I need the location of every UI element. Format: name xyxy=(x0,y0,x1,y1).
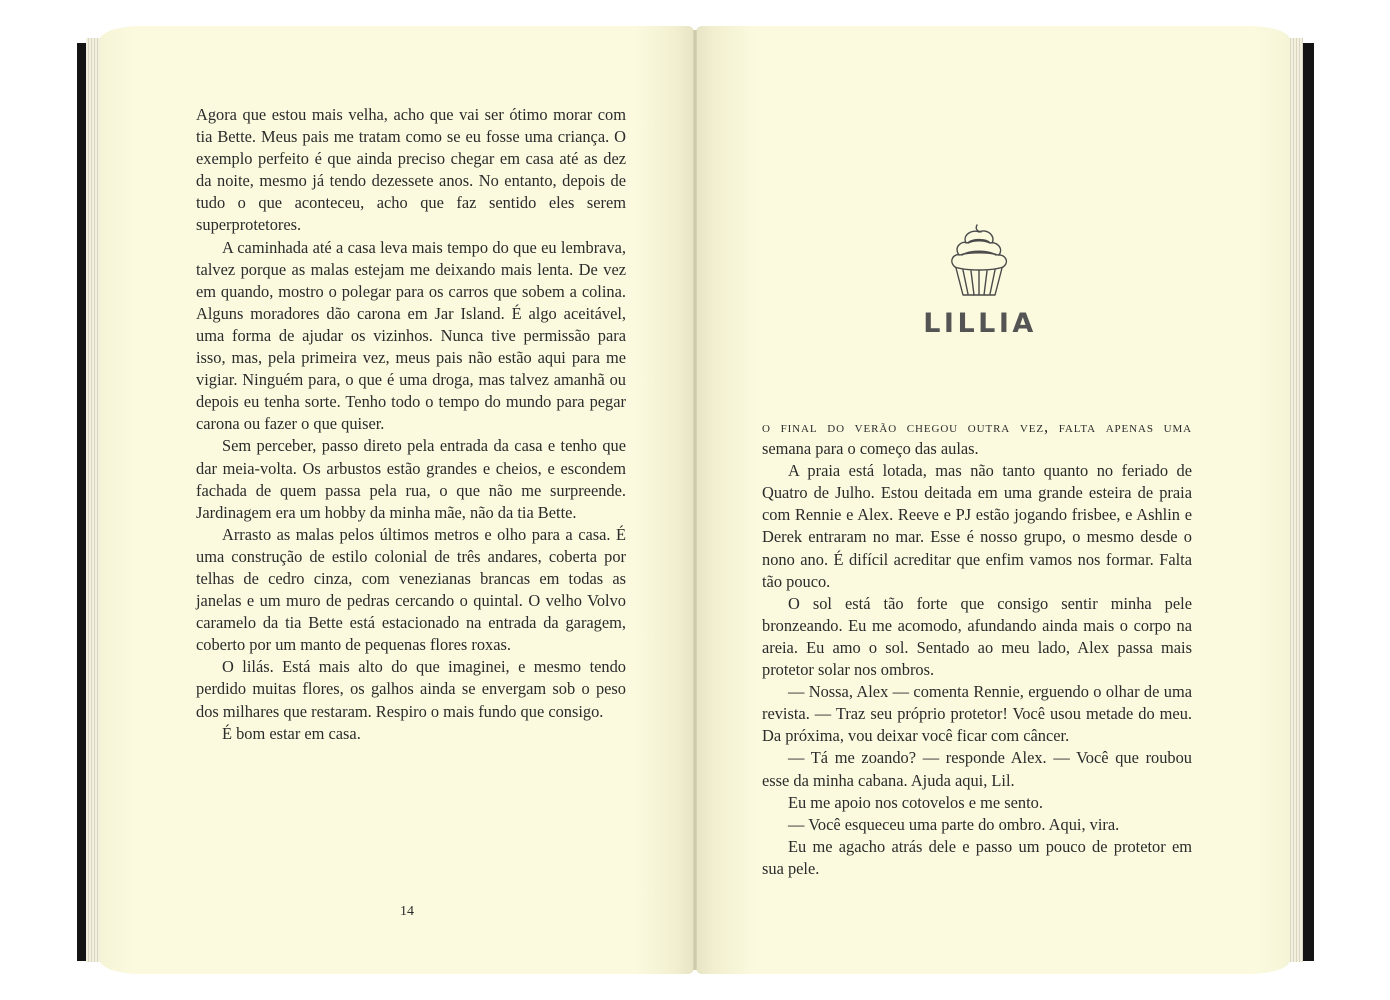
opening-smallcaps: o final do verão chegou outra vez, falta apenas uma xyxy=(762,417,1192,436)
paragraph: — Nossa, Alex — comenta Rennie, erguendo o olhar de uma revista. — Traz seu próprio protetor! Você usou metade do meu. Da próxima, vou deixar você ficar com câncer. xyxy=(762,682,1192,746)
chapter-opening-paragraph xyxy=(762,416,1192,460)
book-gutter xyxy=(693,30,697,970)
paragraph: Sem perceber, passo direto pela entrada da casa e tenho que dar meia-volta. Os arbustos estão grandes e cheios, e escondem fachada de quem passa pela rua, o que não me surpreende. Jardinagem era um hobby da minha mãe, não da tia Bette. xyxy=(196,436,626,522)
paragraph: Agora que estou mais velha, acho que vai ser ótimo morar com tia Bette. Meus pais me tratam como se eu fosse uma criança. O exemplo perfeito é que ainda preciso chegar em casa até as dez da noite, mesmo já tendo dezessete anos. No entanto, depois de tudo o que aconteceu, acho que faz sentido eles serem superprotetores. xyxy=(196,105,626,235)
paragraph: Eu me agacho atrás dele e passo um pouco de protetor em sua pele. xyxy=(762,836,1192,878)
paragraph: Arrasto as malas pelos últimos metros e olho para a casa. É uma construção de estilo colonial de três andares, coberta por telhas de cedro cinza, com venezianas brancas em todas as janelas e um muro de pedras cercando o quintal. O velho Volvo caramelo da tia Bette está estacionado na entrada da garagem, coberto por um manto de pequenas flores roxas. xyxy=(196,524,626,655)
paragraph: O lilás. Está mais alto do que imaginei, e mesmo tendo perdido muitas flores, os galhos ainda se envergam sob o peso dos milhares que restaram. Respiro o mais fundo que consigo. xyxy=(196,657,626,721)
paragraph: Eu me apoio nos cotovelos e me sento. xyxy=(788,792,1043,812)
page-number: 14 xyxy=(400,904,414,919)
cupcake-icon xyxy=(944,221,1014,301)
paragraph: O sol está tão forte que consigo sentir minha pele bronzeando. Eu me acomodo, afundando ainda mais o corpo na areia. Eu amo o sol. Sentado ao meu lado, Alex passa mais protetor solar nos ombros. xyxy=(762,593,1192,680)
opening-rest: semana para o começo das aulas. xyxy=(762,439,979,459)
book-cover-right xyxy=(1302,43,1314,961)
paragraph: — Tá me zoando? — responde Alex. — Você que roubou esse da minha cabana. Ajuda aqui, Lil. xyxy=(762,748,1192,790)
paragraph: A caminhada até a casa leva mais tempo do que eu lembrava, talvez porque as malas estejam me deixando mais lenta. De vez em quando, mostro o polegar para os carros que sobem a colina. Alguns moradores dão carona em Jar Island. É algo aceitável, uma forma de ajudar os vizinhos. Nunca tive permissão para isso, mas, pela primeira vez, meus pais não estão aqui para me vigiar. Ninguém para, o que é uma droga, mas talvez amanhã ou depois eu tenha sorte. Tenho todo o tempo do mundo para pegar carona ou fazer o que quiser. xyxy=(196,237,626,434)
paragraph: — Você esqueceu uma parte do ombro. Aqui, vira. xyxy=(788,814,1120,834)
right-page-text xyxy=(762,416,1192,880)
paragraph: A praia está lotada, mas não tanto quanto no feriado de Quatro de Julho. Estou deitada em uma grande esteira de praia com Rennie e Alex. Reeve e PJ estão jogando frisbee, e Ashlin e Derek entraram no mar. Esse é nosso grupo, o mesmo desde o nono ano. É difícil acreditar que enfim vamos nos formar. Falta tão pouco. xyxy=(762,461,1192,591)
chapter-title: LILLIA xyxy=(923,308,1037,339)
paragraph: É bom estar em casa. xyxy=(222,723,361,743)
left-page-text xyxy=(196,104,626,745)
